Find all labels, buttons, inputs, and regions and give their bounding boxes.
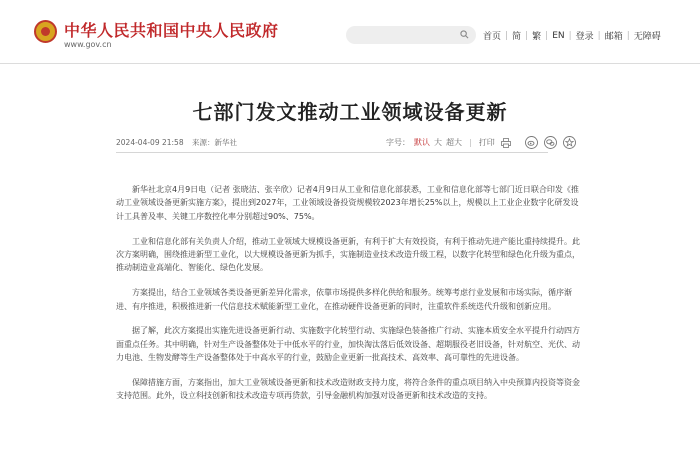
tools-separator: | — [469, 138, 472, 147]
font-size-large[interactable]: 大 — [434, 138, 442, 147]
site-url: www.gov.cn — [64, 40, 112, 49]
article-meta — [116, 137, 243, 148]
nav-accessibility[interactable]: 无障碍 — [633, 32, 661, 42]
nav-simplified[interactable]: 简 — [512, 32, 522, 42]
paragraph: 工业和信息化部有关负责人介绍，推动工业领域大规模设备更新，有利于扩大有效投资，有利于推动先进产能比重持续提升。此次方案明确，围绕推进新型工业化，以大规模设备更新为抓手，实施制造业技术改造升级工程，以数字化转型和绿色化升级为重点，推动制造业高端化、智能化、绿色化发展。 — [116, 236, 580, 273]
top-nav — [483, 29, 661, 42]
font-size-label: 字号： — [386, 138, 410, 147]
font-size-default[interactable]: 默认 — [414, 138, 430, 147]
nav-mail[interactable]: 邮箱 — [604, 32, 623, 42]
search-input[interactable] — [346, 26, 476, 44]
nav-traditional[interactable]: 繁 — [532, 32, 542, 42]
paragraph: 保障措施方面，方案指出，加大工业领域设备更新和技术改造财政支持力度，将符合条件的重点项目纳入中央预算内投资等资金支持范围。此外，设立科技创新和技术改造专项再贷款，引导金融机构加强对设备更新和技术改造的支持。 — [116, 378, 580, 401]
paragraph: 方案提出，结合工业领域各类设备更新差异化需求，依靠市场提供多样化供给和服务。统筹考虑行业发展和市场实际，循序渐进、有序推进，积极推进新一代信息技术赋能新型工业化，在推动硬件设备更新的同时，注重软件系统迭代升级和创新应用。 — [116, 288, 572, 311]
site-title[interactable]: 中华人民共和国中央人民政府 — [64, 21, 279, 40]
nav-english[interactable]: EN — [552, 30, 565, 41]
divider-line — [116, 152, 548, 153]
nav-separator: | — [525, 30, 529, 41]
paragraph: 据了解，此次方案提出实施先进设备更新行动、实施数字化转型行动、实施绿色装备推广行动、实施本质安全水平提升行动四方面重点任务。其中明确，针对生产设备整体处于中低水平的行业，加快淘汰落后低效设备、超期服役老旧设备，针对航空、光伏、动力电池、生物发酵等生产设备整体处于中高水平的行业，鼓励企业更新一批高技术、高效率、高可靠性的先进设备。 — [116, 326, 580, 363]
national-emblem-icon[interactable] — [34, 20, 57, 43]
nav-separator: | — [545, 30, 549, 41]
nav-separator: | — [626, 30, 630, 41]
print-icon[interactable] — [501, 138, 511, 148]
source-label: 来源： — [191, 138, 215, 147]
article-date: 2024-04-09 21:58 — [116, 138, 184, 147]
article-title: 七部门发文推动工业领域设备更新 — [192, 100, 508, 124]
article-body — [116, 183, 584, 414]
nav-home[interactable]: 首页 — [483, 32, 502, 42]
search-icon[interactable] — [460, 30, 469, 39]
qzone-icon[interactable] — [563, 136, 576, 149]
font-size-xlarge[interactable]: 超大 — [446, 138, 462, 147]
weibo-icon[interactable] — [525, 136, 538, 149]
nav-separator: | — [597, 30, 601, 41]
print-button[interactable]: 打印 — [478, 138, 495, 147]
nav-login[interactable]: 登录 — [575, 32, 594, 42]
nav-separator: | — [568, 30, 572, 41]
article-source: 新华社 — [214, 138, 237, 147]
article-tools — [386, 136, 576, 149]
paragraph: 新华社北京4月9日电（记者 张晓洁、张辛欣）记者4月9日从工业和信息化部获悉，工业和信息化部等七部门近日联合印发《推动工业领域设备更新实施方案》，提出到2027年，工业领域设备投资规模较2023年增长25%以上，规模以上工业企业数字化研发设计工具普及率、关键工序数控化率分别超过90%、75%。 — [116, 185, 579, 221]
site-header — [0, 0, 700, 64]
nav-separator: | — [505, 30, 509, 41]
wechat-icon[interactable] — [544, 136, 557, 149]
